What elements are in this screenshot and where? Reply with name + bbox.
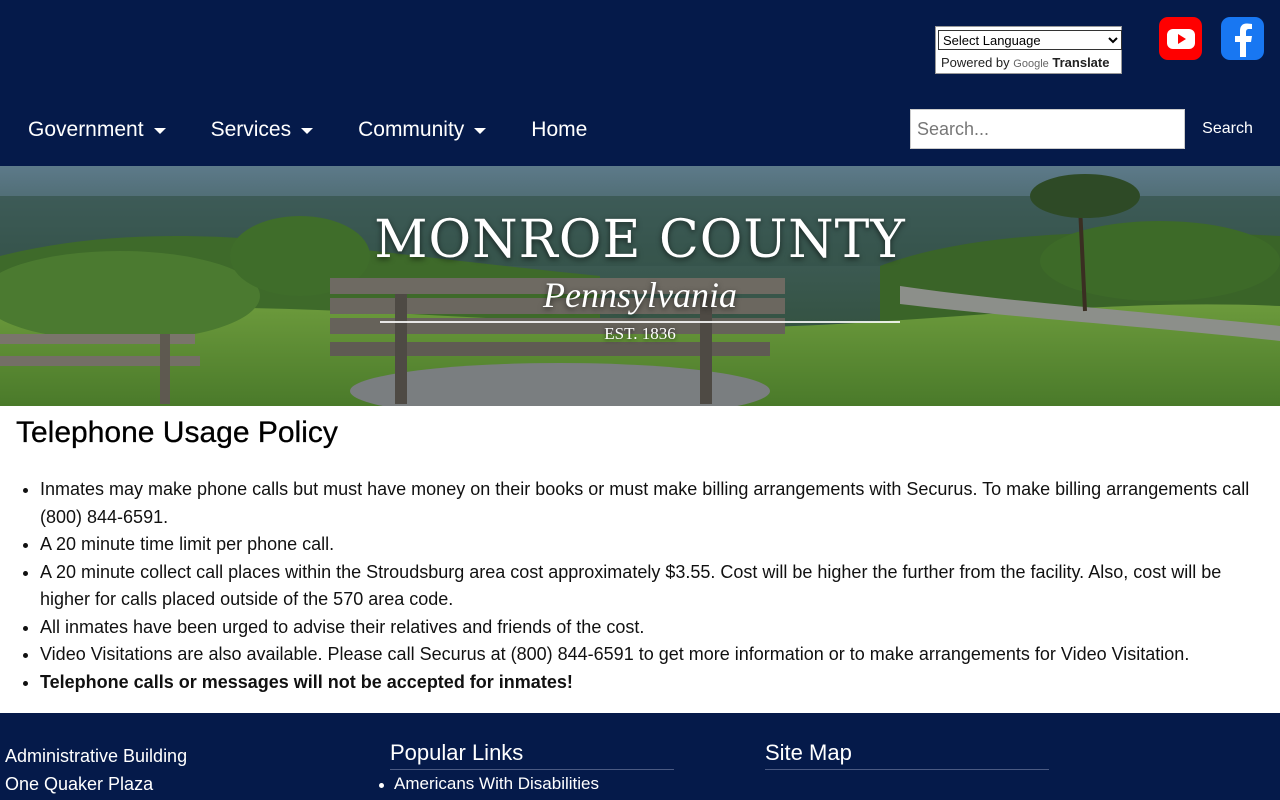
site-header <box>0 0 1280 166</box>
nav-item-label: Services <box>210 118 292 141</box>
caret-down-icon <box>154 128 166 134</box>
nav-item-services[interactable] <box>211 118 314 142</box>
banner-divider <box>380 321 900 323</box>
nav-item-label: Home <box>531 118 588 141</box>
nav-item-label: Government <box>28 118 144 141</box>
address-line: One Quaker Plaza <box>5 774 154 794</box>
powered-by-label: Powered by <box>941 55 1010 70</box>
nav-item-home[interactable] <box>531 118 587 142</box>
hero-banner <box>0 166 1280 406</box>
caret-down-icon <box>301 128 313 134</box>
language-select[interactable] <box>938 30 1122 50</box>
banner-established: EST. 1836 <box>604 324 676 343</box>
policy-item: • All inmates have been urged to advise their relatives and friends of the cost. <box>40 614 1265 642</box>
address-line: Administrative Building <box>5 746 188 766</box>
site-map-heading[interactable]: Site Map <box>765 740 852 765</box>
main-nav <box>0 108 587 152</box>
banner-title: MONROE COUNTY <box>374 210 906 270</box>
policy-list <box>40 476 1265 696</box>
search-input[interactable] <box>910 109 1185 149</box>
nav-item-label: Community <box>358 118 465 141</box>
policy-item: • Video Visitations are also available. Please call Securus at (800) 844-6591 to get more information or to make arrangements for Video Visitation. <box>40 641 1265 669</box>
popular-links-divider <box>390 769 674 770</box>
translate-link[interactable]: Translate <box>1052 55 1110 70</box>
powered-by-google <box>941 55 1109 70</box>
facebook-link[interactable] <box>1221 17 1264 60</box>
youtube-link[interactable] <box>1159 17 1202 60</box>
site-map-divider <box>765 769 1049 770</box>
popular-links-list <box>394 774 599 794</box>
popular-link[interactable]: Americans With Disabilities <box>394 774 599 793</box>
google-translate-widget <box>935 26 1122 74</box>
page-title: Telephone Usage Policy <box>16 416 338 449</box>
main-content <box>0 406 1280 713</box>
banner-subtitle: Pennsylvania <box>543 275 737 315</box>
policy-item-warning: • Telephone calls or messages will not be accepted for inmates! <box>40 669 1265 697</box>
facebook-icon <box>1231 21 1255 57</box>
site-footer <box>0 713 1280 800</box>
policy-item: • A 20 minute collect call places within the Stroudsburg area cost approximately $3.55. Cost will be higher the further from the facility. Also, cost will be higher for calls placed outside of the 570 area code. <box>40 559 1265 614</box>
popular-links-heading: Popular Links <box>390 740 524 765</box>
nav-item-community[interactable] <box>358 118 486 142</box>
policy-item: • A 20 minute time limit per phone call. <box>40 531 1265 559</box>
google-logo-text: Google <box>1013 58 1049 70</box>
nav-item-government[interactable] <box>28 118 166 142</box>
search-button[interactable]: Search <box>1190 109 1265 149</box>
youtube-icon <box>1166 28 1196 50</box>
policy-item: • Inmates may make phone calls but must have money on their books or must make billing arrangements with Securus. To make billing arrangements call (800) 844-6591. <box>40 476 1265 531</box>
caret-down-icon <box>474 128 486 134</box>
